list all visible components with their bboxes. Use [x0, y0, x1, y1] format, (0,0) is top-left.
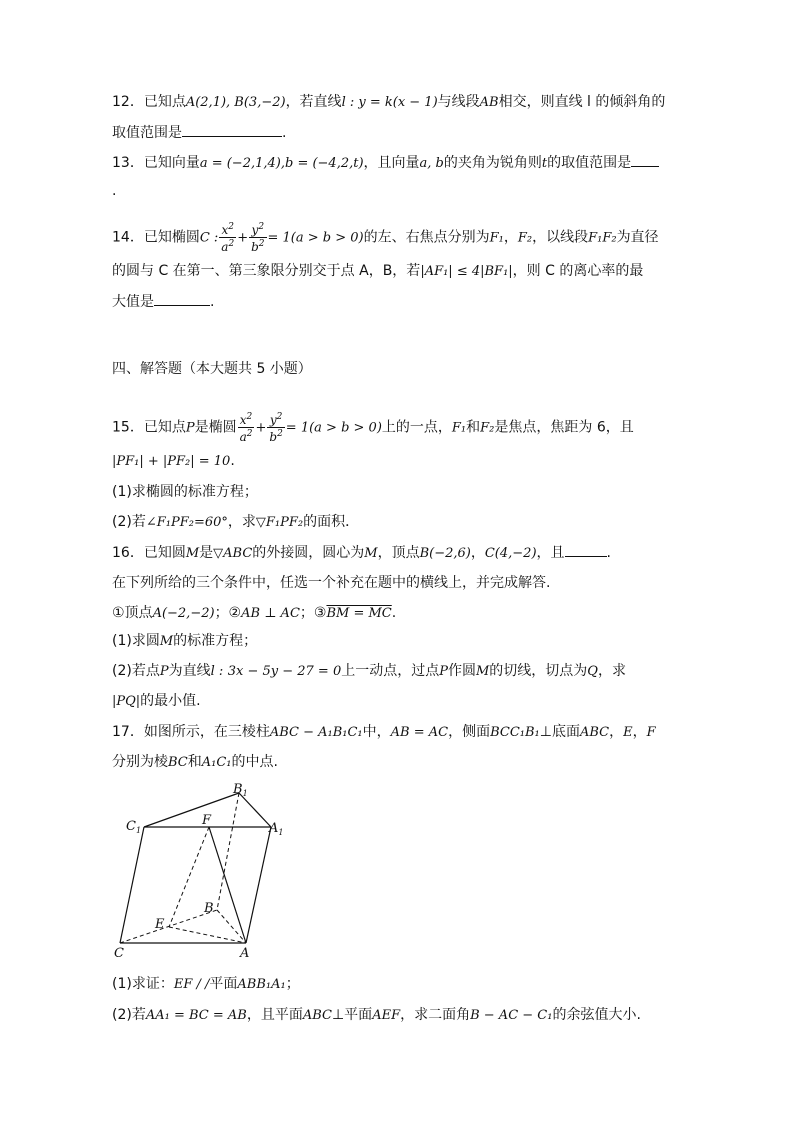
- q15-fraction-y: $\frac{y^2}{b^2}$: [269, 412, 283, 444]
- q17-text: (1)求证：: [112, 976, 174, 992]
- q15-end: .: [230, 453, 235, 469]
- q14-segment: F₁F₂: [588, 230, 617, 246]
- q14-text: 大值是: [112, 294, 154, 310]
- q14-line2: [112, 262, 643, 281]
- q16-text: 是: [199, 545, 214, 561]
- q16-distance: |PQ|: [112, 694, 141, 709]
- q17-number: 17．: [112, 724, 144, 740]
- q16-text: 的标准方程；: [173, 633, 258, 649]
- q16-end: .: [606, 545, 611, 561]
- q14-line1: 14．已知椭圆C : $\frac{x^2}{a^2}$ + $\frac{y^2}{b^2}$ = 1(a > b > 0)的左、右焦点分别为F₁，F₂，以线段F₁F₂为直径: [112, 222, 659, 254]
- q14-fraction-x: $\frac{x^2}{a^2}$: [221, 222, 235, 254]
- q17-base: ABC: [579, 725, 610, 740]
- q17-line1: 17．如图所示，在三棱柱ABC − A₁B₁C₁中，AB = AC，侧面BCC₁B₁⊥底面ABC，E，F: [112, 724, 656, 740]
- label-c: C: [114, 946, 124, 960]
- edge-c1-c: [120, 827, 144, 943]
- q16-center: M: [364, 546, 378, 561]
- q16-circle: M: [159, 634, 174, 649]
- q16-triangle: ▽ABC: [213, 546, 253, 561]
- q17-plane: ABB₁A₁: [237, 977, 286, 992]
- q17-text: ，求二面角: [400, 1007, 471, 1023]
- segment-f-e: [169, 827, 209, 927]
- q16-part2: [112, 662, 626, 681]
- q17-face: BCC₁B₁: [490, 725, 540, 740]
- q15-text: ，求: [227, 514, 256, 530]
- edge-b1-b: [217, 793, 239, 910]
- q16-line-eq: 3x − 5y − 27 = 0: [227, 664, 342, 679]
- q15-point: P: [185, 420, 195, 436]
- q15-text: 是椭圆: [194, 419, 237, 436]
- q12-text: 已知点: [143, 94, 186, 110]
- q14-focus-1: F₁: [489, 230, 504, 246]
- q12-end: .: [282, 125, 287, 141]
- q15-text: 已知点: [143, 419, 186, 436]
- q16-line1: [112, 544, 611, 563]
- q13-end: .: [112, 183, 117, 199]
- q12-text: ，若直线: [285, 94, 342, 110]
- q16-end: .: [391, 605, 397, 621]
- answer-blank: [154, 293, 210, 306]
- q16-conditions: [112, 604, 396, 623]
- edge-c-b: [120, 910, 217, 943]
- q14-number: 14．: [112, 229, 144, 246]
- q17-point-f: F: [646, 725, 656, 740]
- label-a: A: [240, 946, 250, 960]
- q12-points: A(2,1), B(3,−2): [185, 95, 286, 110]
- q17-part2: [112, 1006, 641, 1025]
- q17-text: 分别为棱: [112, 754, 168, 770]
- q17-text: ⊥底面: [539, 724, 580, 740]
- q15-text: (2)若: [112, 514, 146, 530]
- q17-text: 中，: [362, 724, 391, 740]
- q17-text: 和: [187, 754, 202, 770]
- q15-line2: [112, 452, 235, 471]
- q17-equation: AB = AC: [390, 725, 449, 740]
- q16-line2: 在下列所给的三个条件中，任选一个补充在题中的横线上，并完成解答.: [112, 575, 551, 591]
- q15-number: 15．: [112, 419, 144, 436]
- q17-text: ，且平面: [246, 1007, 303, 1023]
- q14-inequality: |AF₁| ≤ 4|BF₁|: [420, 264, 513, 279]
- q13-text: 已知向量: [143, 155, 200, 171]
- q14-text: 为直径: [616, 229, 659, 246]
- q15-fraction-x: $\frac{x^2}{a^2}$: [239, 412, 253, 444]
- q12-line1: [112, 93, 665, 112]
- q14-focus-2: F₂: [517, 230, 533, 246]
- q16-text: 已知圆: [143, 545, 186, 561]
- q17-dihedral: B − AC − C₁: [470, 1008, 553, 1023]
- q13-vectors: a, b: [419, 156, 444, 171]
- q16-text: 为直线: [168, 663, 211, 679]
- label-a1: $A_1$: [269, 821, 284, 837]
- q16-condition-2: AB ⊥ AC: [241, 606, 300, 621]
- q15-text: 是焦点，焦距为 6，且: [494, 419, 634, 436]
- q16-text: 的切线，切点为: [489, 663, 588, 679]
- q12-line-eq: l : y = k(x − 1): [341, 95, 438, 110]
- q17-text: 平面: [209, 976, 238, 992]
- q12-line2: [112, 124, 286, 142]
- q16-part1: [112, 632, 257, 651]
- q16-text: (1)求圆: [112, 633, 160, 649]
- edge-b1-a1: [239, 793, 271, 827]
- q14-text: 已知椭圆: [143, 229, 200, 246]
- q13-number: 13．: [112, 155, 144, 171]
- answer-blank: [182, 124, 282, 137]
- edge-a1-a: [246, 827, 271, 943]
- q16-point-p: P: [159, 664, 169, 679]
- q15-text: 上的一点，: [381, 419, 452, 436]
- label-f: F: [202, 813, 212, 828]
- q16-circle: M: [185, 546, 200, 561]
- edge-c1-b1: [144, 793, 239, 827]
- q17-text: ；: [285, 976, 300, 992]
- q17-part1: [112, 975, 300, 994]
- q13-vector-b: b = (−4,2,t): [284, 156, 364, 171]
- q13-variable: t: [541, 156, 548, 171]
- q16-text: (2)若点: [112, 663, 160, 679]
- q16-number: 16．: [112, 545, 144, 561]
- q16-part2-line2: [112, 692, 201, 711]
- q16-text: ，且: [536, 545, 565, 561]
- q13-text: 的取值范围是: [547, 155, 632, 171]
- q15-triangle: ▽F₁PF₂: [255, 515, 304, 530]
- q13-vector-a: a = (−2,1,4),: [199, 156, 285, 171]
- q17-point-e: E: [623, 725, 633, 740]
- label-b1: $B_1$: [233, 782, 248, 798]
- q16-circle: M: [475, 664, 490, 679]
- label-e: E: [155, 917, 165, 932]
- segment-e-a: [169, 927, 246, 943]
- q17-ef: EF / /: [173, 977, 210, 992]
- q17-text: ，: [609, 724, 624, 740]
- q13-text: 的夹角为锐角则: [443, 155, 542, 171]
- q17-plane-abc: ABC: [302, 1008, 332, 1023]
- q14-text: ，则 C 的离心率的最: [512, 263, 644, 279]
- q16-text: ，求: [597, 663, 626, 679]
- q14-line3: [112, 293, 214, 311]
- q16-text: 作圆: [447, 663, 476, 679]
- q12-text: 相交，则直线 l 的倾斜角的: [498, 94, 666, 110]
- q16-text: ；②: [214, 605, 242, 621]
- q14-text: ，以线段: [532, 229, 589, 246]
- q12-number: 12．: [112, 94, 144, 110]
- q16-point-b: B(−2,6): [419, 546, 471, 561]
- label-b: B: [204, 901, 214, 916]
- label-c1: $C_1$: [126, 819, 142, 835]
- q17-prism: ABC − A₁B₁C₁: [269, 725, 363, 740]
- q14-end: .: [210, 294, 215, 310]
- q16-condition-1: A(−2,−2): [152, 606, 215, 621]
- q14-ellipse-name: C :: [199, 230, 219, 246]
- q16-line-name: l :: [210, 664, 224, 679]
- q15-angle: ∠F₁PF₂=60°: [145, 515, 228, 530]
- q13-text: ，且向量: [363, 155, 420, 171]
- q15-part2: [112, 513, 359, 532]
- q15-condition: = 1(a > b > 0): [285, 420, 382, 436]
- q17-edge-a1c1: A₁C₁: [201, 755, 232, 770]
- q16-text: ①顶点: [112, 605, 153, 621]
- q16-text: 上一动点，过点: [341, 663, 440, 679]
- q16-condition-3: BM = MC: [326, 606, 392, 621]
- q17-equation-2: AA₁ = BC = AB: [145, 1008, 247, 1023]
- q17-text: 的中点.: [231, 754, 278, 770]
- q16-text: 的最小值.: [140, 693, 201, 709]
- q15-line1: 15．已知点P是椭圆 $\frac{x^2}{a^2}$ + $\frac{y^2}{b^2}$ = 1(a > b > 0)上的一点，F₁和F₂是焦点，焦距为 6，且: [112, 412, 634, 444]
- q14-text: 的左、右焦点分别为: [363, 229, 490, 246]
- q14-fraction-y: $\frac{y^2}{b^2}$: [251, 222, 265, 254]
- q16-text: ；③: [299, 605, 327, 621]
- segment-f-a: [209, 827, 246, 943]
- prism-figure: [112, 780, 302, 960]
- q17-text: 如图所示，在三棱柱: [143, 724, 270, 740]
- q15-focus-1: F₁: [451, 420, 467, 436]
- q15-text: 和: [466, 419, 481, 436]
- q12-text: 与线段: [437, 94, 480, 110]
- q16-point-q: Q: [587, 664, 598, 679]
- q12-segment: AB: [479, 95, 499, 110]
- q16-text: 的外接圆，圆心为: [252, 545, 365, 561]
- q16-point-p: P: [439, 664, 448, 679]
- q17-text: ⊥平面: [331, 1007, 373, 1023]
- q16-text: ，顶点: [377, 545, 420, 561]
- q16-point-c: C(4,−2): [484, 546, 537, 561]
- q17-text: 的余弦值大小.: [552, 1007, 641, 1023]
- q13-line1: [112, 154, 659, 173]
- q17-text: (2)若: [112, 1007, 146, 1023]
- q15-focus-2: F₂: [480, 420, 495, 436]
- q17-edge-bc: BC: [168, 755, 188, 770]
- q17-line2: [112, 753, 278, 772]
- edge-b-a: [217, 910, 246, 943]
- answer-blank: [565, 544, 607, 557]
- q15-equation: |PF₁| + |PF₂| = 10: [112, 454, 231, 469]
- q14-text: 的圆与 C 在第一、第三象限分别交于点 A，B，若: [112, 263, 421, 279]
- q16-text: ，: [470, 545, 485, 561]
- q15-part1: (1)求椭圆的标准方程；: [112, 484, 258, 500]
- q15-text: 的面积．: [303, 514, 360, 530]
- section-heading: 四、解答题（本大题共 5 小题）: [112, 361, 312, 377]
- q17-plane-aef: AEF: [372, 1008, 401, 1023]
- q13-line2: [112, 182, 116, 200]
- q14-condition: = 1(a > b > 0): [267, 230, 364, 246]
- answer-blank: [631, 154, 659, 167]
- q17-text: ，侧面: [448, 724, 491, 740]
- q12-text: 取值范围是: [112, 125, 182, 141]
